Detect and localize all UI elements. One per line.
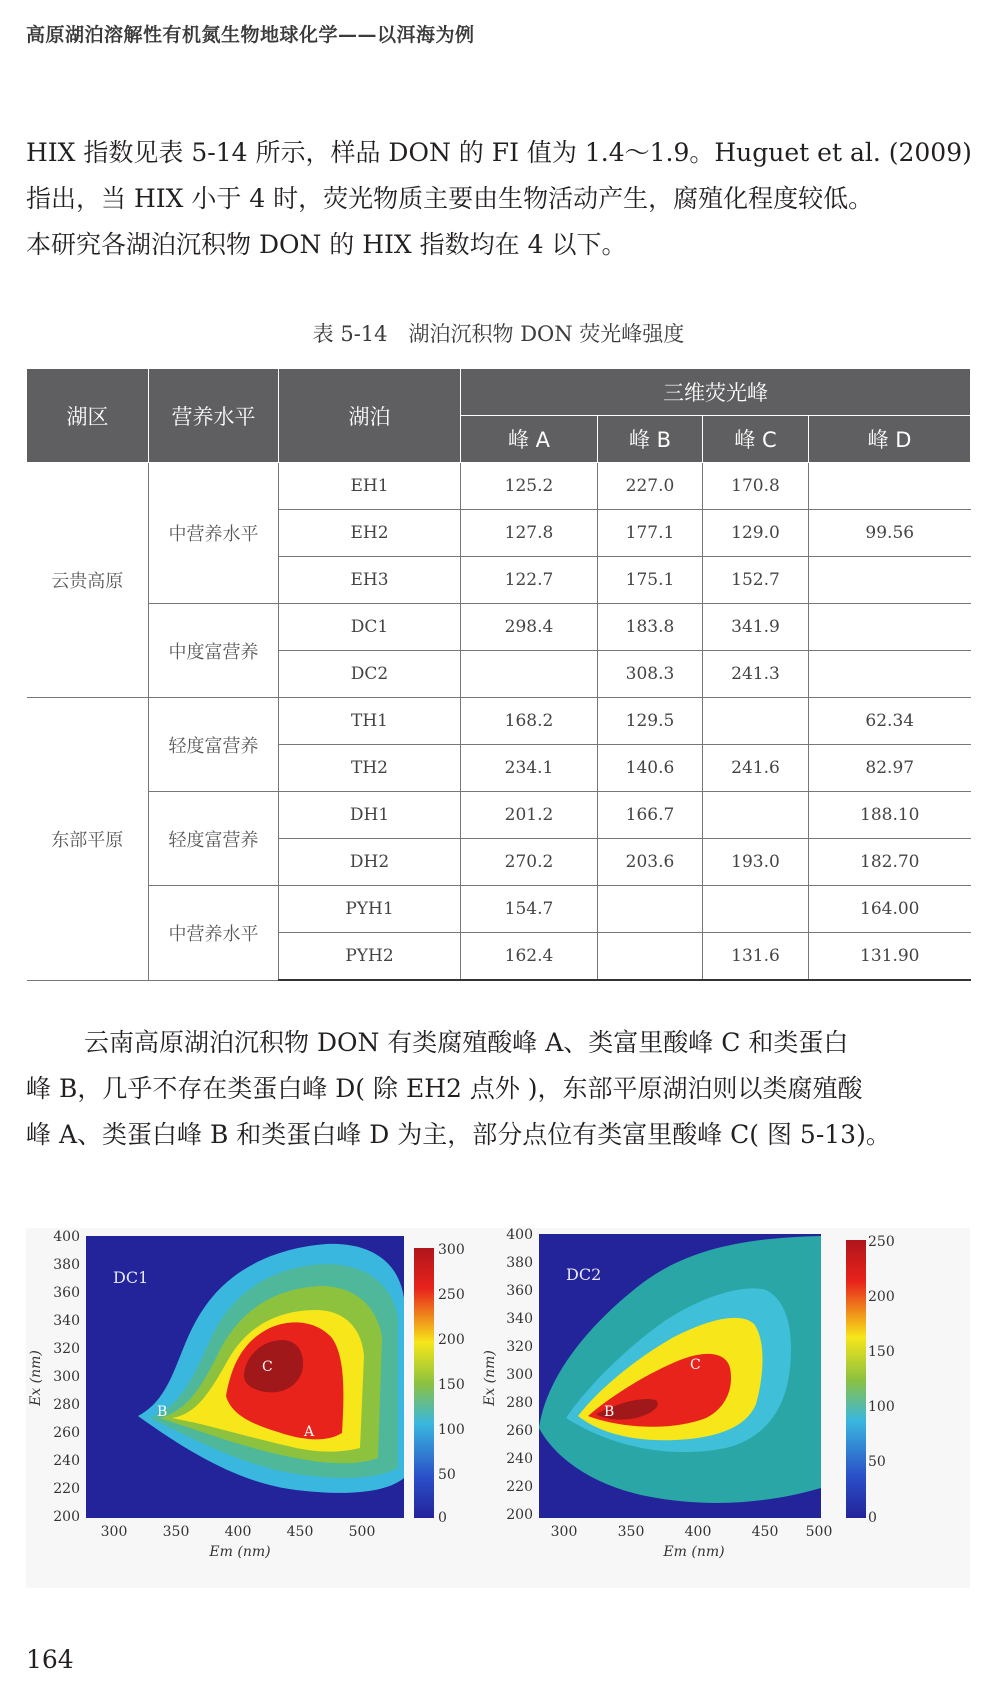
colorbar-tick-label: 150 bbox=[438, 1377, 465, 1393]
paragraph-line: 峰 A、类蛋白峰 B 和类蛋白峰 D 为主，部分点位有类富里酸峰 C( 图 5-13)。 bbox=[26, 1120, 891, 1149]
paragraph-line: HIX 指数见表 5-14 所示，样品 DON 的 FI 值为 1.4～1.9。Huguet et al. (2009) bbox=[26, 138, 972, 167]
peak-label-c: C bbox=[690, 1357, 701, 1373]
lake-cell: EH3 bbox=[279, 557, 461, 604]
value-cell: 234.1 bbox=[461, 745, 598, 792]
value-cell: 62.34 bbox=[809, 698, 971, 745]
colorbar-tick-label: 200 bbox=[868, 1289, 895, 1305]
value-cell: 177.1 bbox=[598, 510, 703, 557]
value-cell: 193.0 bbox=[703, 839, 809, 886]
header-peak-b: 峰 B bbox=[598, 416, 703, 463]
lake-cell: EH2 bbox=[279, 510, 461, 557]
y-tick-label: 360 bbox=[506, 1283, 533, 1299]
value-cell: 152.7 bbox=[703, 557, 809, 604]
y-tick-label: 400 bbox=[506, 1228, 533, 1243]
colorbar-tick-label: 0 bbox=[438, 1510, 447, 1526]
y-tick-label: 360 bbox=[53, 1285, 80, 1301]
y-tick-label: 280 bbox=[506, 1395, 533, 1411]
panel-label: DC1 bbox=[113, 1268, 149, 1287]
x-tick-label: 350 bbox=[617, 1524, 645, 1540]
value-cell: 131.6 bbox=[703, 933, 809, 981]
value-cell bbox=[461, 651, 598, 698]
fluorescence-table bbox=[26, 368, 970, 981]
y-axis-label: Ex (nm) bbox=[28, 1350, 44, 1406]
colorbar-tick-label: 50 bbox=[868, 1454, 886, 1470]
paragraph-line: 峰 B，几乎不存在类蛋白峰 D( 除 EH2 点外 )，东部平原湖泊则以类腐殖酸 bbox=[26, 1074, 863, 1103]
trophic-cell: 轻度富营养 bbox=[149, 698, 279, 792]
value-cell: 308.3 bbox=[598, 651, 703, 698]
value-cell bbox=[809, 604, 971, 651]
x-tick-label: 500 bbox=[805, 1524, 833, 1540]
y-tick-label: 260 bbox=[53, 1425, 80, 1441]
paragraph-peaks bbox=[26, 1020, 972, 1158]
colorbar bbox=[846, 1240, 866, 1518]
table-row bbox=[27, 886, 971, 933]
paragraph-line: 指出，当 HIX 小于 4 时，荧光物质主要由生物活动产生，腐殖化程度较低。 bbox=[26, 184, 874, 213]
x-tick-label: 300 bbox=[550, 1524, 578, 1540]
x-tick-label: 400 bbox=[684, 1524, 712, 1540]
trophic-cell: 中度富营养 bbox=[149, 604, 279, 698]
y-tick-label: 340 bbox=[53, 1313, 80, 1329]
value-cell: 162.4 bbox=[461, 933, 598, 981]
peak-label-c: C bbox=[262, 1359, 273, 1375]
y-axis-label: Ex (nm) bbox=[482, 1350, 498, 1406]
value-cell: 183.8 bbox=[598, 604, 703, 651]
eem-panel-dc1 bbox=[28, 1229, 465, 1560]
y-tick-label: 400 bbox=[53, 1229, 80, 1245]
table-caption: 表 5-14 湖泊沉积物 DON 荧光峰强度 bbox=[312, 322, 685, 346]
value-cell: 182.70 bbox=[809, 839, 971, 886]
value-cell bbox=[809, 463, 971, 510]
x-axis-label: Em (nm) bbox=[209, 1544, 271, 1560]
x-tick-label: 350 bbox=[162, 1524, 190, 1540]
colorbar-tick-label: 50 bbox=[438, 1467, 456, 1483]
lake-cell: DH2 bbox=[279, 839, 461, 886]
region-cell: 云贵高原 bbox=[27, 463, 149, 698]
y-tick-label: 280 bbox=[53, 1397, 80, 1413]
x-axis-label: Em (nm) bbox=[663, 1544, 725, 1560]
value-cell: 227.0 bbox=[598, 463, 703, 510]
table-row bbox=[27, 604, 971, 651]
y-tick-label: 300 bbox=[53, 1369, 80, 1385]
value-cell: 131.90 bbox=[809, 933, 971, 981]
value-cell: 129.5 bbox=[598, 698, 703, 745]
lake-cell: DH1 bbox=[279, 792, 461, 839]
paragraph-line: 云南高原湖泊沉积物 DON 有类腐殖酸峰 A、类富里酸峰 C 和类蛋白 bbox=[84, 1028, 849, 1057]
eem-figures bbox=[26, 1228, 970, 1588]
lake-cell: TH1 bbox=[279, 698, 461, 745]
table-row bbox=[27, 463, 971, 510]
lake-cell: DC2 bbox=[279, 651, 461, 698]
y-tick-label: 200 bbox=[53, 1509, 80, 1525]
y-tick-label: 220 bbox=[506, 1479, 533, 1495]
value-cell bbox=[598, 933, 703, 981]
header-trophic: 营养水平 bbox=[149, 369, 279, 463]
y-tick-label: 200 bbox=[506, 1507, 533, 1523]
paragraph-hix bbox=[26, 130, 972, 268]
value-cell bbox=[598, 886, 703, 933]
peak-label-b: B bbox=[604, 1404, 615, 1420]
value-cell: 168.2 bbox=[461, 698, 598, 745]
value-cell: 270.2 bbox=[461, 839, 598, 886]
peak-label-a: A bbox=[304, 1424, 315, 1440]
value-cell: 127.8 bbox=[461, 510, 598, 557]
value-cell: 241.3 bbox=[703, 651, 809, 698]
lake-cell: DC1 bbox=[279, 604, 461, 651]
region-cell: 东部平原 bbox=[27, 698, 149, 981]
paragraph-line: 本研究各湖泊沉积物 DON 的 HIX 指数均在 4 以下。 bbox=[26, 230, 627, 259]
x-tick-label: 450 bbox=[286, 1524, 314, 1540]
eem-figure-svg bbox=[26, 1228, 970, 1588]
colorbar bbox=[414, 1248, 434, 1518]
value-cell: 170.8 bbox=[703, 463, 809, 510]
colorbar-tick-label: 250 bbox=[438, 1287, 465, 1303]
y-tick-label: 320 bbox=[53, 1341, 80, 1357]
y-tick-label: 340 bbox=[506, 1311, 533, 1327]
panel-label: DC2 bbox=[566, 1265, 602, 1284]
value-cell: 298.4 bbox=[461, 604, 598, 651]
value-cell bbox=[703, 792, 809, 839]
x-tick-label: 500 bbox=[348, 1524, 376, 1540]
colorbar-tick-label: 100 bbox=[438, 1422, 465, 1438]
colorbar-tick-label: 100 bbox=[868, 1399, 895, 1415]
header-region: 湖区 bbox=[27, 369, 149, 463]
x-tick-label: 400 bbox=[224, 1524, 252, 1540]
value-cell: 241.6 bbox=[703, 745, 809, 792]
value-cell: 188.10 bbox=[809, 792, 971, 839]
table-row bbox=[27, 698, 971, 745]
value-cell bbox=[809, 651, 971, 698]
header-peak-c: 峰 C bbox=[703, 416, 809, 463]
y-tick-label: 240 bbox=[53, 1453, 80, 1469]
y-tick-label: 260 bbox=[506, 1423, 533, 1439]
value-cell: 166.7 bbox=[598, 792, 703, 839]
trophic-cell: 中营养水平 bbox=[149, 886, 279, 981]
value-cell: 201.2 bbox=[461, 792, 598, 839]
value-cell bbox=[703, 698, 809, 745]
table-row bbox=[27, 792, 971, 839]
header-peak-a: 峰 A bbox=[461, 416, 598, 463]
lake-cell: PYH2 bbox=[279, 933, 461, 981]
peak-label-b: B bbox=[157, 1404, 168, 1420]
lake-cell: TH2 bbox=[279, 745, 461, 792]
value-cell: 175.1 bbox=[598, 557, 703, 604]
y-tick-label: 320 bbox=[506, 1339, 533, 1355]
value-cell: 341.9 bbox=[703, 604, 809, 651]
value-cell: 125.2 bbox=[461, 463, 598, 510]
value-cell: 164.00 bbox=[809, 886, 971, 933]
header-lake: 湖泊 bbox=[279, 369, 461, 463]
header-peak-d: 峰 D bbox=[809, 416, 971, 463]
value-cell: 99.56 bbox=[809, 510, 971, 557]
y-tick-label: 300 bbox=[506, 1367, 533, 1383]
colorbar-tick-label: 200 bbox=[438, 1332, 465, 1348]
value-cell: 203.6 bbox=[598, 839, 703, 886]
x-tick-label: 300 bbox=[100, 1524, 128, 1540]
colorbar-tick-label: 150 bbox=[868, 1344, 895, 1360]
value-cell bbox=[809, 557, 971, 604]
value-cell: 154.7 bbox=[461, 886, 598, 933]
y-tick-label: 380 bbox=[506, 1255, 533, 1271]
lake-cell: EH1 bbox=[279, 463, 461, 510]
lake-cell: PYH1 bbox=[279, 886, 461, 933]
colorbar-tick-label: 250 bbox=[868, 1234, 895, 1250]
value-cell: 122.7 bbox=[461, 557, 598, 604]
value-cell bbox=[703, 886, 809, 933]
y-tick-label: 240 bbox=[506, 1451, 533, 1467]
y-tick-label: 220 bbox=[53, 1481, 80, 1497]
x-tick-label: 450 bbox=[751, 1524, 779, 1540]
value-cell: 82.97 bbox=[809, 745, 971, 792]
colorbar-tick-label: 0 bbox=[868, 1510, 877, 1526]
y-tick-label: 380 bbox=[53, 1257, 80, 1273]
colorbar-tick-label: 300 bbox=[438, 1242, 465, 1258]
page-number: 164 bbox=[26, 1645, 74, 1674]
trophic-cell: 中营养水平 bbox=[149, 463, 279, 604]
running-head: 高原湖泊溶解性有机氮生物地球化学——以洱海为例 bbox=[26, 24, 475, 46]
value-cell: 140.6 bbox=[598, 745, 703, 792]
header-fluorescence-group: 三维荧光峰 bbox=[461, 369, 971, 416]
trophic-cell: 轻度富营养 bbox=[149, 792, 279, 886]
value-cell: 129.0 bbox=[703, 510, 809, 557]
